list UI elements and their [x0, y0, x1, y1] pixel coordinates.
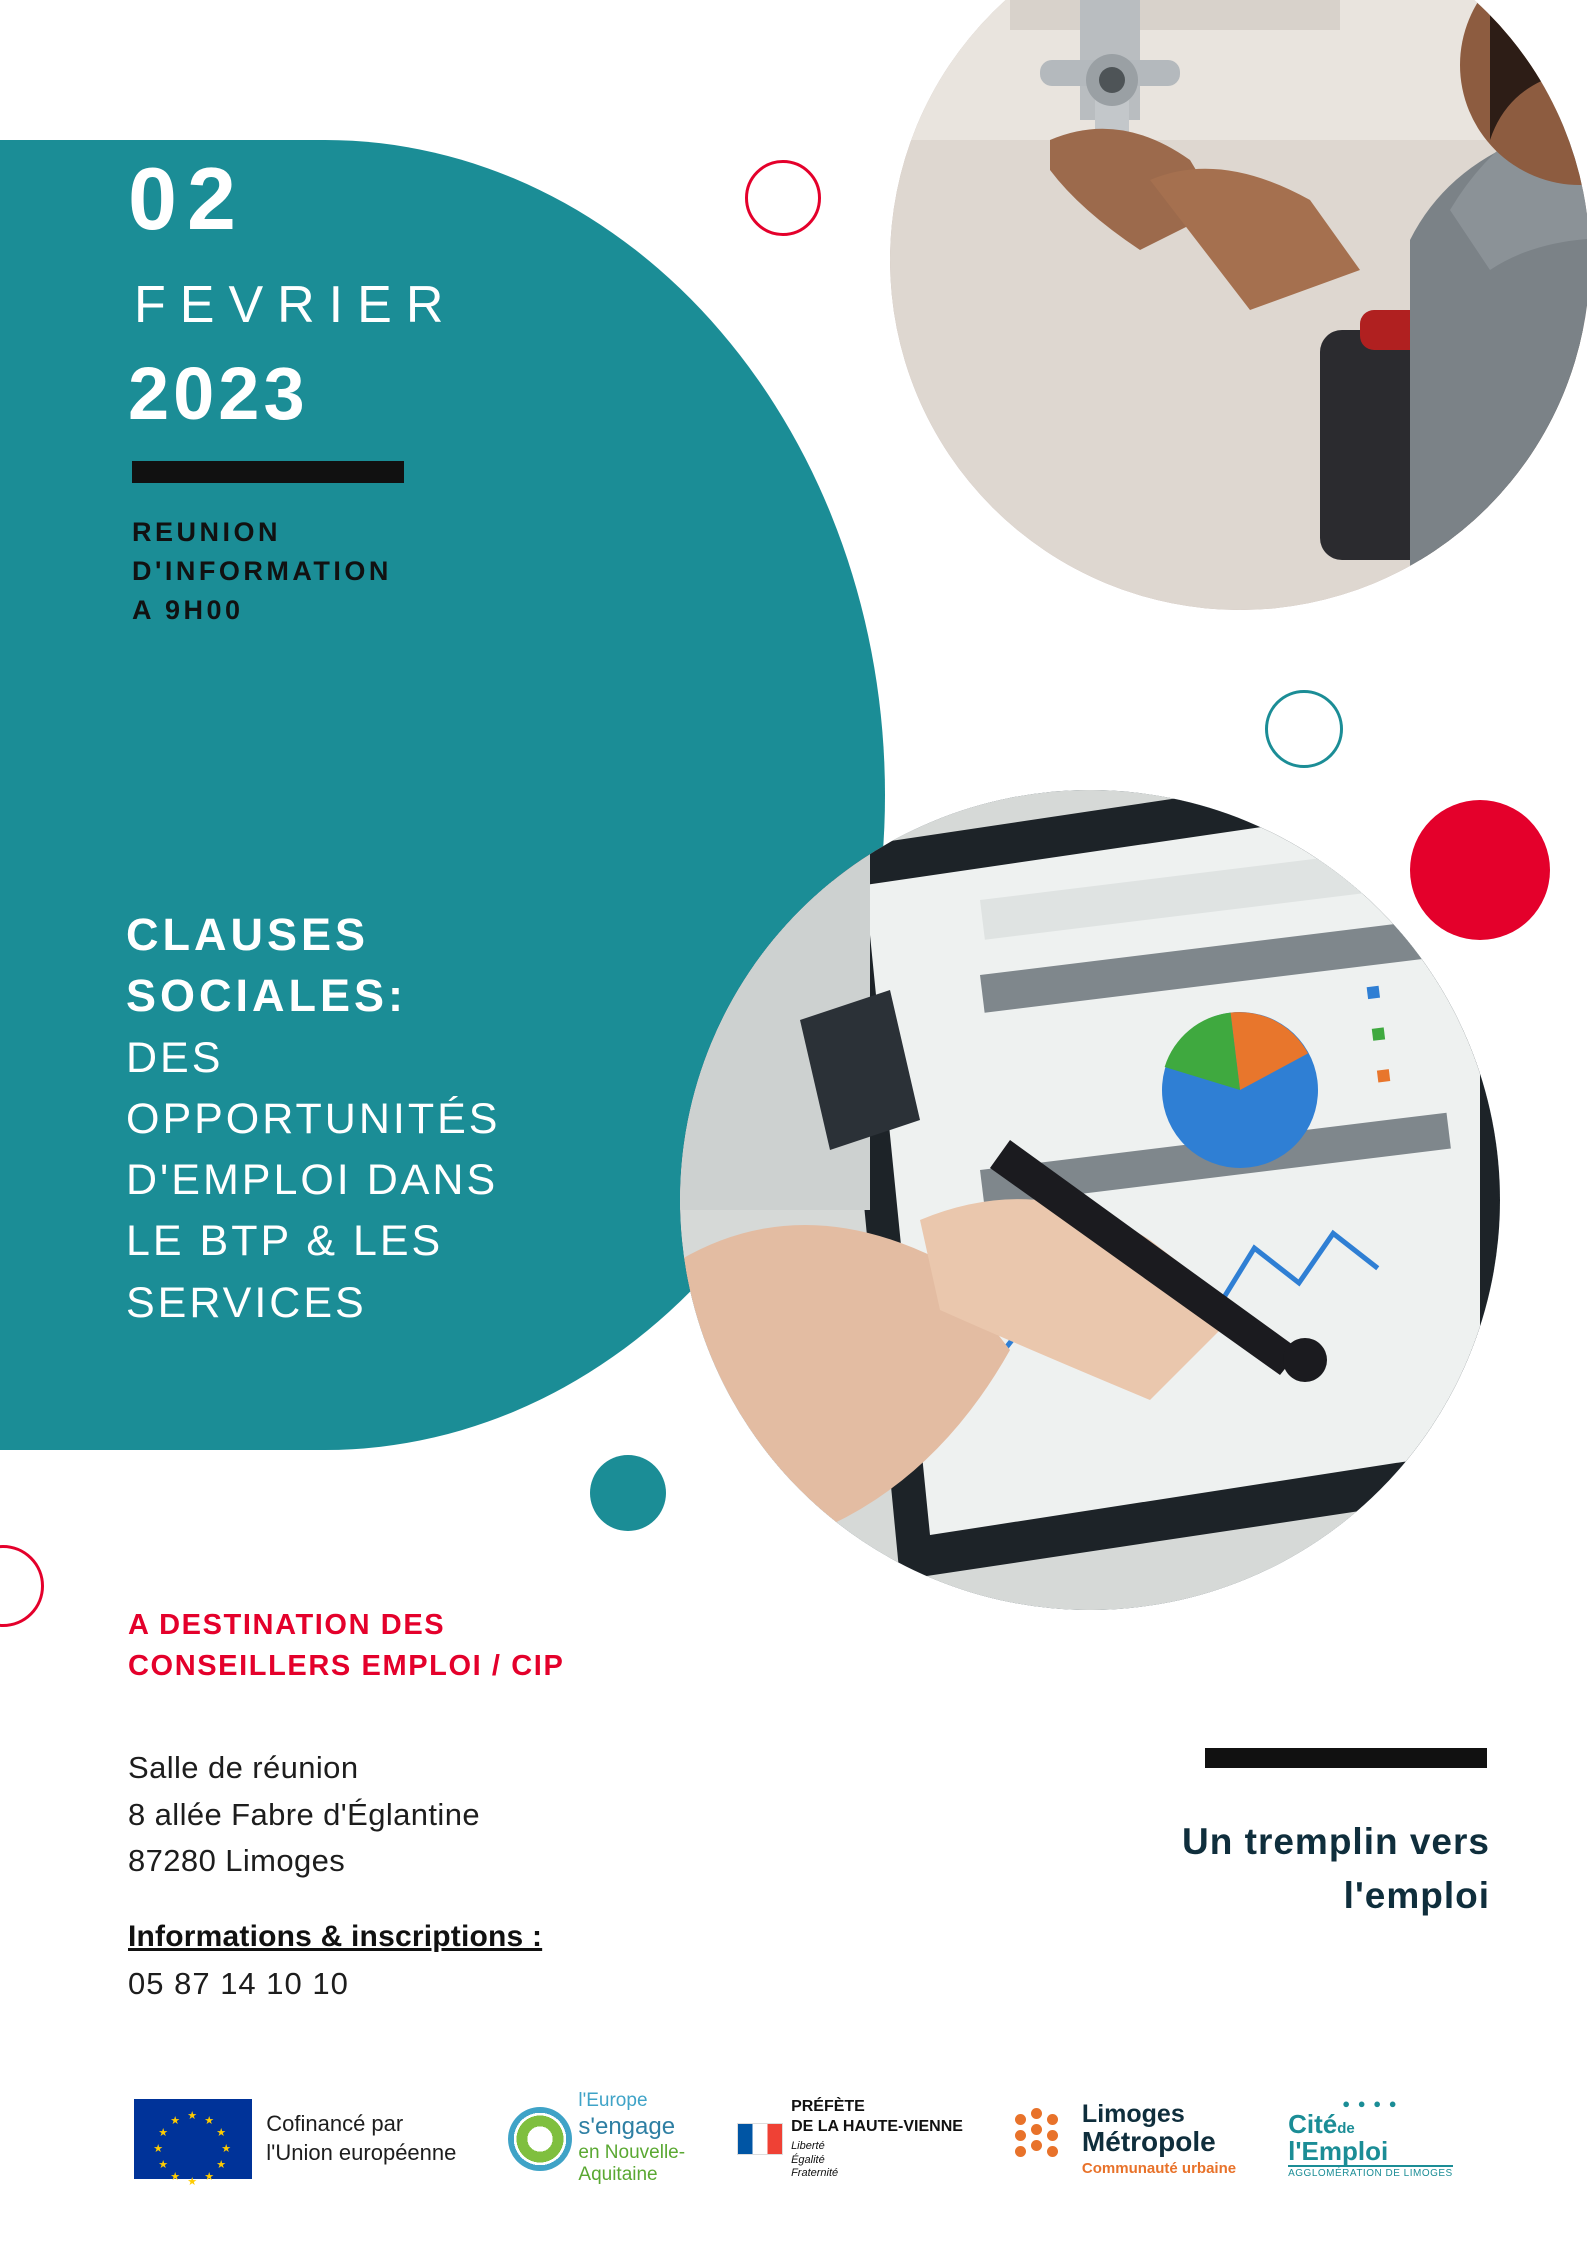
- red-circle-decoration: [1410, 800, 1550, 940]
- meeting-info: [132, 513, 457, 630]
- red-ring-top-decoration: [745, 160, 821, 236]
- slogan-rule: [1205, 1748, 1487, 1768]
- logo-european-union: [134, 2099, 457, 2188]
- europe-engage-icon: [508, 2107, 572, 2171]
- divider-rule: [132, 461, 404, 483]
- prefet-line-1: PRÉFÈTE: [791, 2098, 865, 2116]
- eu-flag-icon: ★ ★ ★ ★ ★ ★ ★ ★ ★ ★ ★ ★: [134, 2099, 252, 2179]
- logo-prefecture: [737, 2097, 963, 2180]
- ee-line-1: l'Europe: [578, 2090, 648, 2111]
- europe-engage-text: [578, 2090, 685, 2187]
- meeting-line-2: D'INFORMATION: [132, 556, 392, 587]
- eu-logo-text: [266, 2110, 456, 2167]
- analytics-photo: [680, 790, 1500, 1610]
- address-line-1: Salle de réunion: [128, 1750, 359, 1785]
- prefet-line-2: DE LA HAUTE-VIENNE: [791, 2118, 963, 2136]
- slogan-line-2: l'emploi: [1343, 1874, 1490, 1916]
- title-light-line-1: DES: [126, 1033, 224, 1082]
- devise-line-3: Fraternité: [791, 2166, 839, 2179]
- limoges-line-3: Communauté urbaine: [1081, 2159, 1237, 2177]
- title-strong-line-1: CLAUSES: [126, 909, 370, 960]
- limoges-line-2: Métropole: [1081, 2126, 1216, 2158]
- title-strong-line-2: SOCIALES:: [126, 969, 408, 1021]
- limoges-dots-icon: [1015, 2108, 1073, 2170]
- cite-line-2: l'Emploi: [1288, 2136, 1389, 2167]
- logo-cite-emploi: [1288, 2097, 1453, 2180]
- slogan: [960, 1815, 1490, 1922]
- prefet-devise: [791, 2140, 963, 2180]
- eu-text-line-2: l'Union européenne: [266, 2139, 457, 2165]
- devise-line-1: Liberté: [791, 2140, 825, 2153]
- ee-line-3: en Nouvelle-: [578, 2141, 686, 2163]
- plumber-photo: [890, 0, 1587, 610]
- logo-europe-sengage: [508, 2090, 685, 2187]
- limoges-text: [1082, 2101, 1236, 2176]
- audience-line-1: A DESTINATION DES: [128, 1609, 446, 1641]
- target-audience: [128, 1605, 564, 1687]
- event-day: 02: [128, 149, 246, 248]
- title-light-line-5: SERVICES: [126, 1278, 367, 1327]
- audience-line-2: CONSEILLERS EMPLOI / CIP: [128, 1650, 565, 1683]
- french-flag-icon: [737, 2123, 783, 2155]
- address-line-3: 87280 Limoges: [128, 1843, 346, 1878]
- title-light-line-4: LE BTP & LES: [126, 1217, 444, 1266]
- event-date-block: [128, 149, 458, 630]
- cite-line-1: Citéde: [1288, 2108, 1355, 2139]
- slogan-line-1: Un tremplin vers: [1182, 1821, 1490, 1862]
- title-light-line-3: D'EMPLOI DANS: [126, 1156, 499, 1205]
- event-month: FEVRIER: [134, 276, 458, 334]
- teal-ring-decoration: [1265, 690, 1343, 768]
- poster-title: [126, 905, 666, 1333]
- ee-line-4: Aquitaine: [578, 2164, 658, 2186]
- contact-label: Informations & inscriptions :: [128, 1920, 543, 1953]
- cite-people-icon: ● ● ● ●: [1342, 2096, 1399, 2112]
- ee-line-2: s'engage: [578, 2112, 676, 2140]
- cite-line-3: AGGLOMÉRATION DE LIMOGES: [1288, 2165, 1453, 2180]
- meeting-line-3: A 9H00: [132, 595, 244, 626]
- logo-strip: [0, 2090, 1587, 2187]
- event-year: 2023: [128, 352, 309, 435]
- address-line-2: 8 allée Fabre d'Églantine: [128, 1796, 480, 1832]
- red-ring-left-decoration: [0, 1545, 44, 1627]
- limoges-line-1: Limoges: [1081, 2099, 1185, 2128]
- teal-dot-decoration: [590, 1455, 666, 1531]
- contact-phone: 05 87 14 10 10: [128, 1966, 349, 2001]
- title-light-line-2: OPPORTUNITÉS: [126, 1094, 501, 1143]
- devise-line-2: Égalité: [791, 2153, 825, 2166]
- eu-text-line-1: Cofinancé par: [266, 2111, 404, 2136]
- prefecture-text: [791, 2097, 963, 2180]
- venue-address: [128, 1745, 480, 1885]
- logo-limoges-metropole: [1015, 2101, 1236, 2176]
- meeting-line-1: REUNION: [132, 517, 282, 547]
